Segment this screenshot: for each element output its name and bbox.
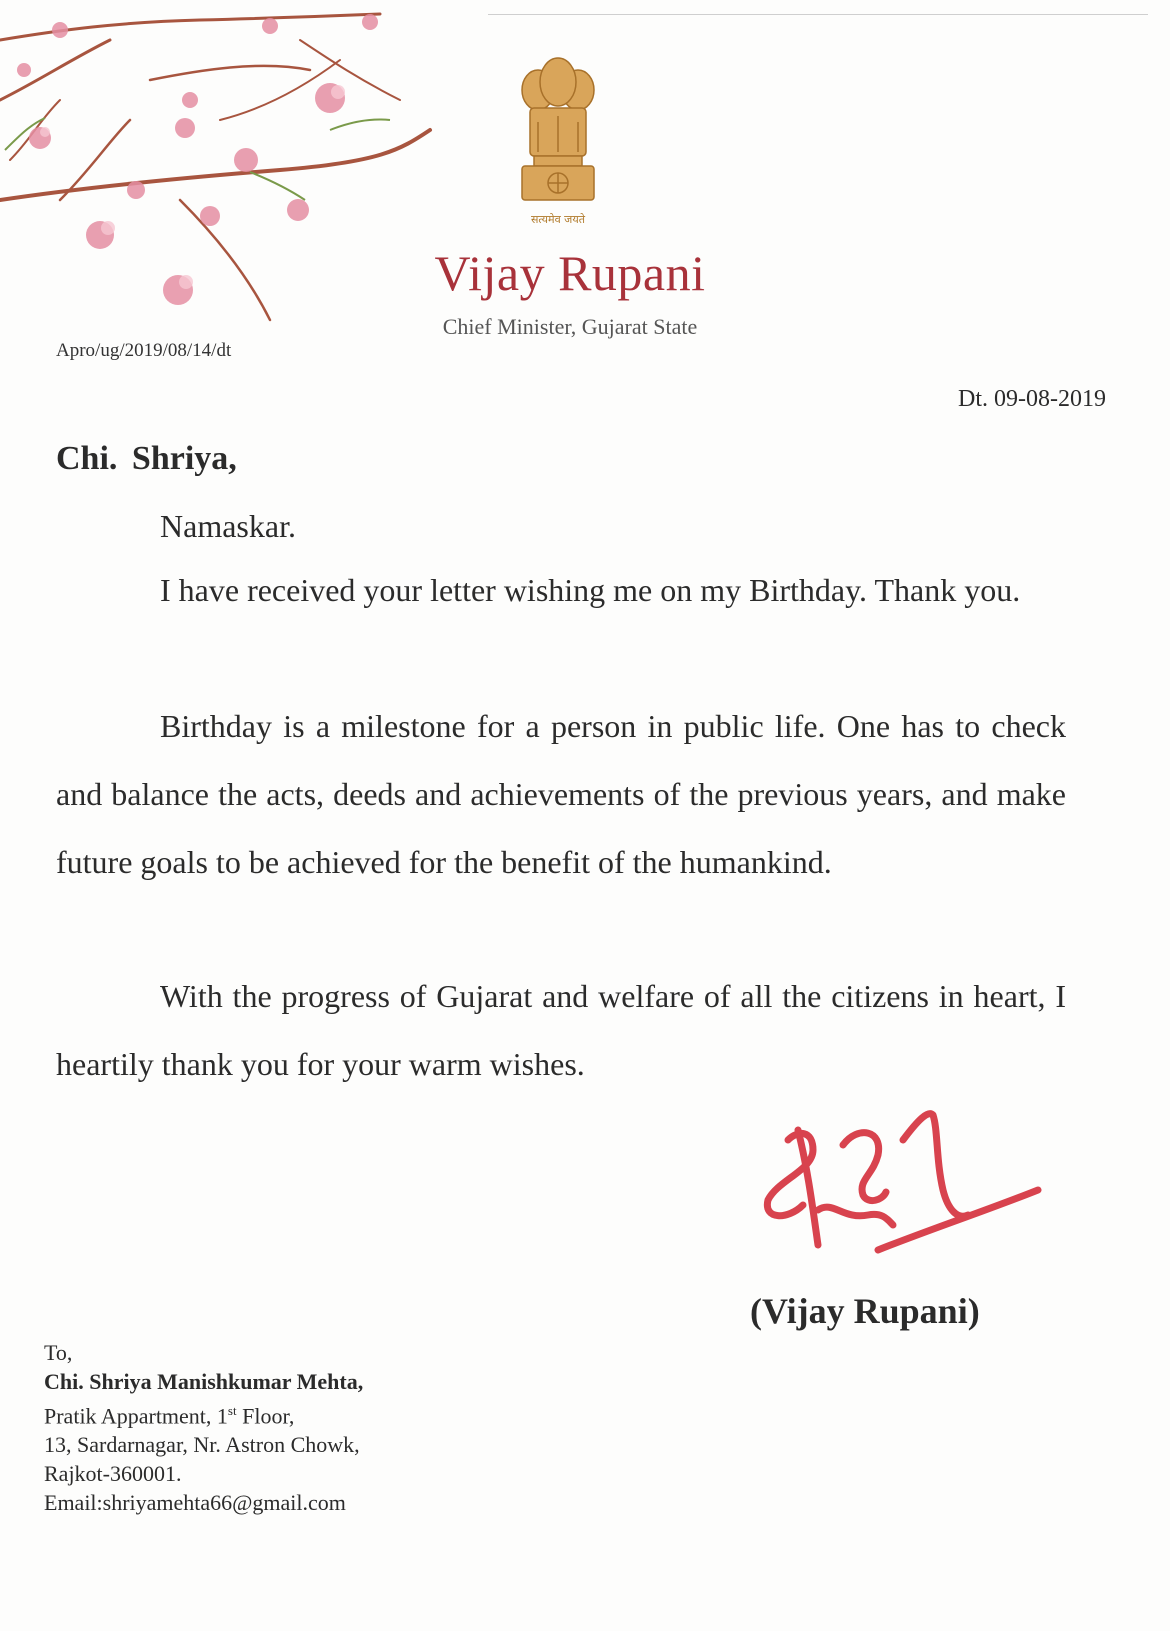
recipient-address-block [44,1338,363,1517]
body-paragraph-3 [56,962,1066,1098]
body-paragraph-2-text: Birthday is a milestone for a person in public life. One has to check and balance the acts, deeds and achievements of the previous years, and make future goals to be achieved for the benefit of the humankind. [56,708,1066,880]
letter-date: Dt. 09-08-2019 [958,386,1106,412]
floor-ordinal-suffix: st [227,1403,237,1418]
handwritten-signature [758,1100,1058,1260]
greeting: Namaskar. [160,508,296,544]
top-divider [488,14,1148,15]
body-paragraph-3-text: With the progress of Gujarat and welfare of all the citizens in heart, I heartily thank you for your warm wishes. [56,978,1066,1082]
letterhead-name: Vijay Rupani [434,245,706,301]
reference-number: Apro/ug/2019/08/14/dt [56,340,232,361]
body-paragraph-1-text: I have received your letter wishing me on my Birthday. Thank you. [160,572,1021,608]
address-line-1 [44,1396,363,1430]
to-label: To, [44,1340,73,1365]
address-line-1-end: Floor, [236,1403,295,1429]
national-emblem-icon [508,52,608,212]
address-line-3: Rajkot-360001. [44,1461,182,1487]
signer-name: (Vijay Rupani) [750,1291,980,1331]
salutation: Chi. Shriya, [56,440,237,477]
letterhead-title: Chief Minister, Gujarat State [442,314,698,339]
address-line-1-start: Pratik Appartment, 1 [44,1403,228,1429]
body-paragraph-2 [56,692,1066,896]
address-line-2: 13, Sardarnagar, Nr. Astron Chowk, [44,1432,360,1458]
recipient-email: Email:shriyamehta66@gmail.com [44,1490,346,1516]
recipient-name: Chi. Shriya Manishkumar Mehta, [44,1369,364,1394]
emblem-motto: सत्यमेव जयते [530,213,585,226]
body-paragraph-1 [56,556,1066,624]
